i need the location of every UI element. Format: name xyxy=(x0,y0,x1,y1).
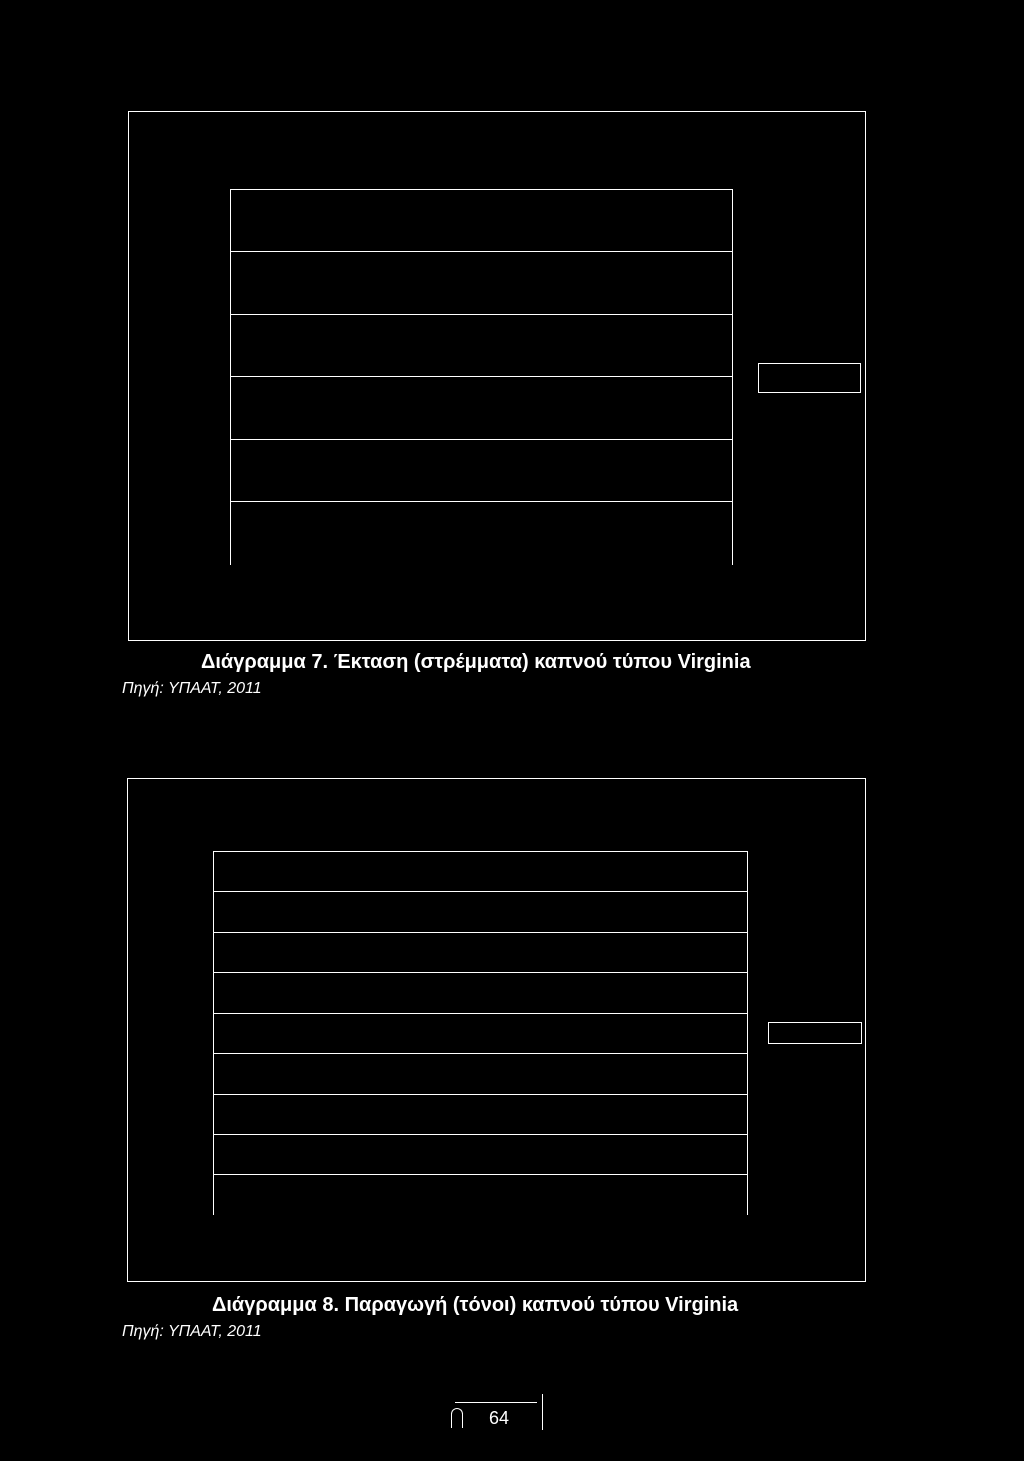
figure-8-gridline xyxy=(214,1174,747,1175)
scroll-ornament-icon xyxy=(451,1408,463,1428)
figure-7-gridline xyxy=(231,314,732,315)
figure-8-gridline xyxy=(214,851,747,852)
figure-8-gridline xyxy=(214,891,747,892)
figure-7-gridline xyxy=(231,439,732,440)
figure-8-source: Πηγή: ΥΠΑΑΤ, 2011 xyxy=(122,1323,262,1340)
page-number-bracket xyxy=(542,1394,543,1430)
figure-7-frame xyxy=(128,111,866,641)
page-number: 64 xyxy=(489,1408,510,1428)
figure-8-gridline xyxy=(214,1094,747,1095)
figure-7-gridline xyxy=(231,251,732,252)
figure-8-gridline xyxy=(214,972,747,973)
figure-8-frame xyxy=(127,778,866,1282)
figure-7-gridline xyxy=(231,189,732,190)
page-number-rule xyxy=(455,1402,537,1403)
figure-7-source: Πηγή: ΥΠΑΑΤ, 2011 xyxy=(122,680,262,697)
figure-8-legend xyxy=(768,1022,862,1044)
figure-8-gridline xyxy=(214,1134,747,1135)
figure-8-gridline xyxy=(214,1053,747,1054)
figure-7-legend xyxy=(758,363,861,393)
figure-8-gridline xyxy=(214,932,747,933)
figure-8-caption: Διάγραμμα 8. Παραγωγή (τόνοι) καπνού τύπου Virginia xyxy=(212,1294,739,1316)
figure-8-plot-area xyxy=(213,851,748,1215)
figure-7-caption: Διάγραμμα 7. Έκταση (στρέμματα) καπνού τύπου Virginia xyxy=(201,651,751,673)
figure-7-gridline xyxy=(231,501,732,502)
figure-7-gridline xyxy=(231,376,732,377)
figure-7-plot-area xyxy=(230,189,733,565)
page-number-ornament xyxy=(449,1394,547,1434)
figure-8-gridline xyxy=(214,1013,747,1014)
